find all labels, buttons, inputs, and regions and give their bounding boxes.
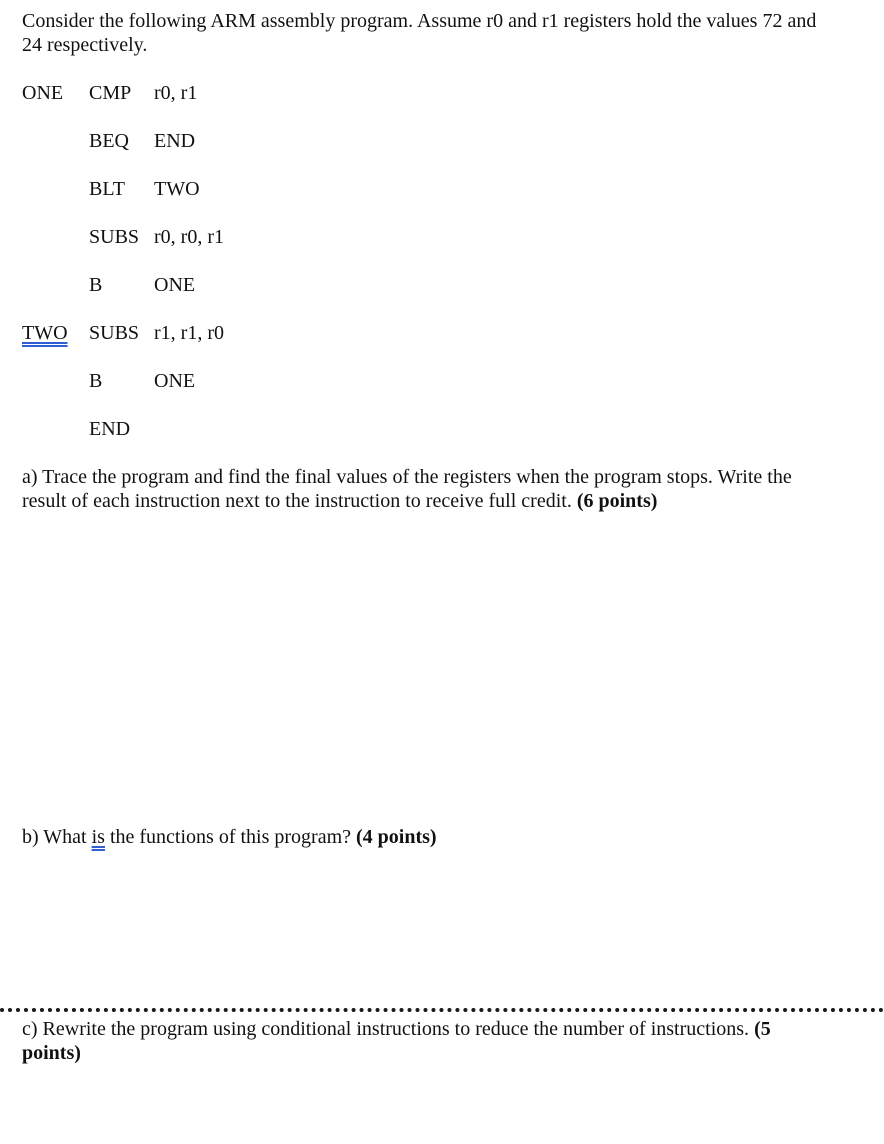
code-opcode: SUBS: [89, 322, 140, 344]
code-operands: TWO: [154, 178, 200, 200]
question-c-points: (5 points): [22, 1018, 771, 1064]
question-b-text-after: the functions of this program?: [104, 826, 352, 848]
question-b: [22, 825, 812, 849]
code-operands: ONE: [154, 370, 196, 392]
question-a-points: (6 points): [576, 490, 658, 512]
question-a-text: a) Trace the program and find the final values of the registers when the program stops. Write the result of each instruction next to the instruction to receive full credit.: [22, 466, 792, 512]
code-operands: r0, r0, r1: [154, 226, 224, 248]
code-line: [0, 417, 884, 441]
code-opcode: END: [89, 418, 131, 440]
code-opcode: B: [89, 370, 103, 392]
code-operands: ONE: [154, 274, 196, 296]
question-a: [22, 465, 812, 513]
code-opcode: BLT: [89, 178, 125, 200]
code-line: [0, 273, 884, 297]
code-line: [0, 177, 884, 201]
question-c-text: c) Rewrite the program using conditional instructions to reduce the number of instructions.: [22, 1018, 750, 1040]
section-break-divider: [0, 1008, 884, 1012]
code-operands: r0, r1: [154, 82, 198, 104]
code-opcode: B: [89, 274, 103, 296]
code-opcode: SUBS: [89, 226, 140, 248]
code-line: [0, 225, 884, 249]
code-line: [0, 81, 884, 105]
code-opcode: BEQ: [89, 130, 129, 152]
question-c: [22, 1017, 812, 1065]
code-line: [0, 321, 884, 345]
code-operands: END: [154, 130, 196, 152]
code-operands: r1, r1, r0: [154, 322, 224, 344]
question-b-points: (4 points): [356, 826, 437, 848]
code-label: ONE: [22, 82, 64, 104]
question-b-text: b) What: [22, 826, 92, 848]
question-b-underlined-word: is: [91, 826, 105, 848]
code-opcode: CMP: [89, 82, 132, 104]
code-line: [0, 129, 884, 153]
code-line: [0, 369, 884, 393]
code-label: TWO: [22, 322, 68, 344]
intro-paragraph: Consider the following ARM assembly program. Assume r0 and r1 registers hold the values 72 and 24 respectively.: [22, 10, 817, 56]
